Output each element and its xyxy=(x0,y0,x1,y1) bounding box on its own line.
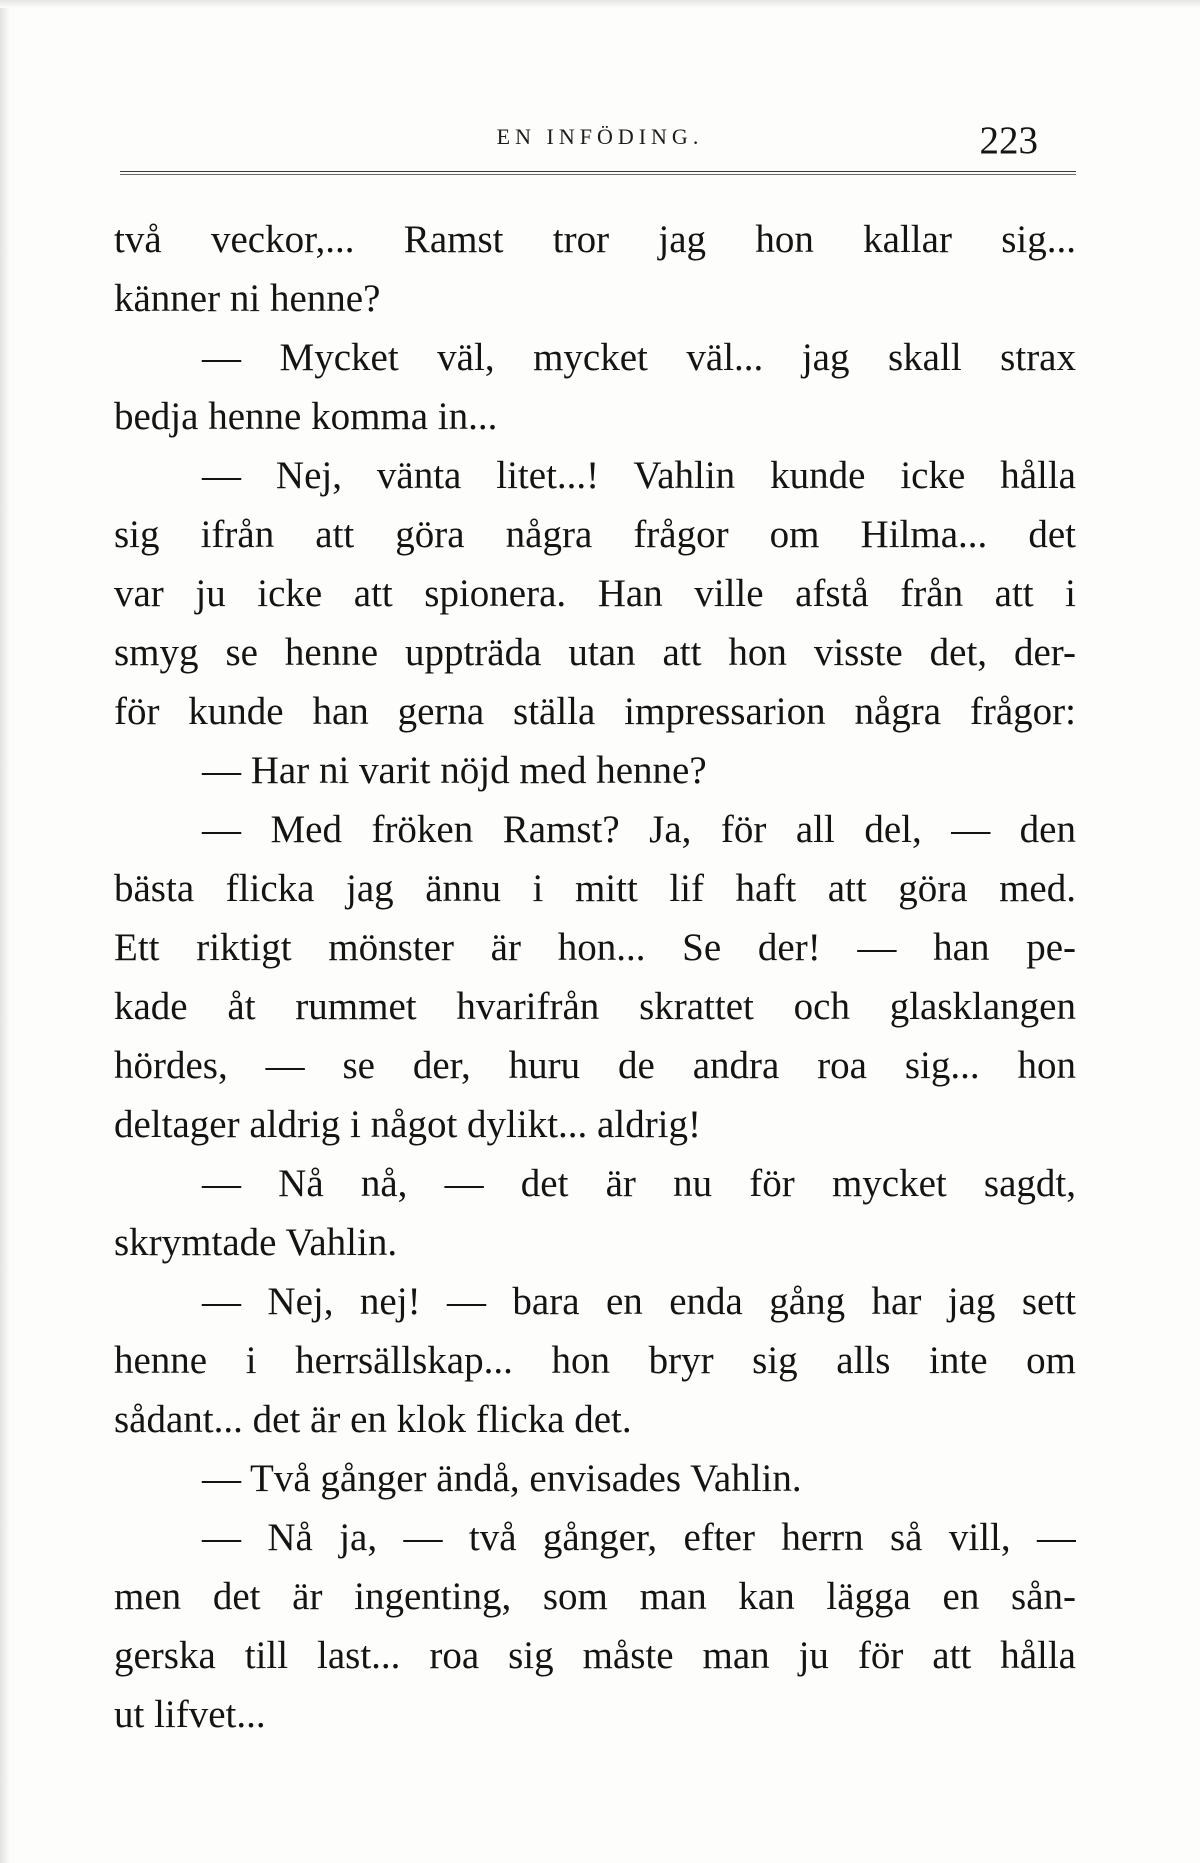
text-line: — Mycket väl, mycket väl... jag skall strax xyxy=(202,336,1076,379)
text-line: — Nej, nej! — bara en enda gång har jag sett xyxy=(202,1280,1076,1323)
text-line: smyg se henne uppträda utan att hon visste det, der- xyxy=(114,631,1076,674)
header-rule xyxy=(120,171,1076,175)
text-line: bästa flicka jag ännu i mitt lif haft att göra med. xyxy=(114,867,1076,910)
page-edge-shadow-top xyxy=(0,0,1200,8)
text-line: — Nå nå, — det är nu för mycket sagdt, xyxy=(202,1162,1076,1205)
text-line: gerska till last... roa sig måste man ju för att hålla xyxy=(114,1634,1076,1677)
text-line: sådant... det är en klok flicka det. xyxy=(114,1398,632,1441)
text-line: Ett riktigt mönster är hon... Se der! — han pe- xyxy=(114,926,1076,969)
text-line: för kunde han gerna ställa impressarion några frågor: xyxy=(114,690,1076,733)
text-line: henne i herrsällskap... hon bryr sig alls inte om xyxy=(114,1339,1076,1382)
page-number: 223 xyxy=(979,119,1038,162)
body-text xyxy=(114,210,1076,1744)
text-line: — Två gånger ändå, envisades Vahlin. xyxy=(202,1457,802,1500)
text-line: kade åt rummet hvarifrån skrattet och glasklangen xyxy=(114,985,1076,1028)
running-head xyxy=(114,118,1076,162)
text-line: känner ni henne? xyxy=(114,277,381,320)
text-line: bedja henne komma in... xyxy=(114,395,498,438)
text-line: — Nej, vänta litet...! Vahlin kunde icke hålla xyxy=(202,454,1076,497)
text-line: men det är ingenting, som man kan lägga en sån- xyxy=(114,1575,1076,1618)
text-line: sig ifrån att göra några frågor om Hilma... det xyxy=(114,513,1076,556)
text-line: — Nå ja, — två gånger, efter herrn så vill, — xyxy=(202,1516,1076,1559)
text-line: var ju icke att spionera. Han ville afstå från att i xyxy=(114,572,1076,615)
text-line: två veckor,... Ramst tror jag hon kallar sig... xyxy=(114,218,1076,261)
text-line: ut lifvet... xyxy=(114,1693,266,1736)
page-edge-shadow-left xyxy=(0,0,10,1863)
running-title: EN INFÖDING. xyxy=(496,124,704,149)
text-line: deltager aldrig i något dylikt... aldrig! xyxy=(114,1103,701,1146)
text-line: — Med fröken Ramst? Ja, för all del, — den xyxy=(202,808,1076,851)
text-line: hördes, — se der, huru de andra roa sig... hon xyxy=(114,1044,1076,1087)
text-line: skrymtade Vahlin. xyxy=(114,1221,398,1264)
text-line: — Har ni varit nöjd med henne? xyxy=(202,749,707,792)
